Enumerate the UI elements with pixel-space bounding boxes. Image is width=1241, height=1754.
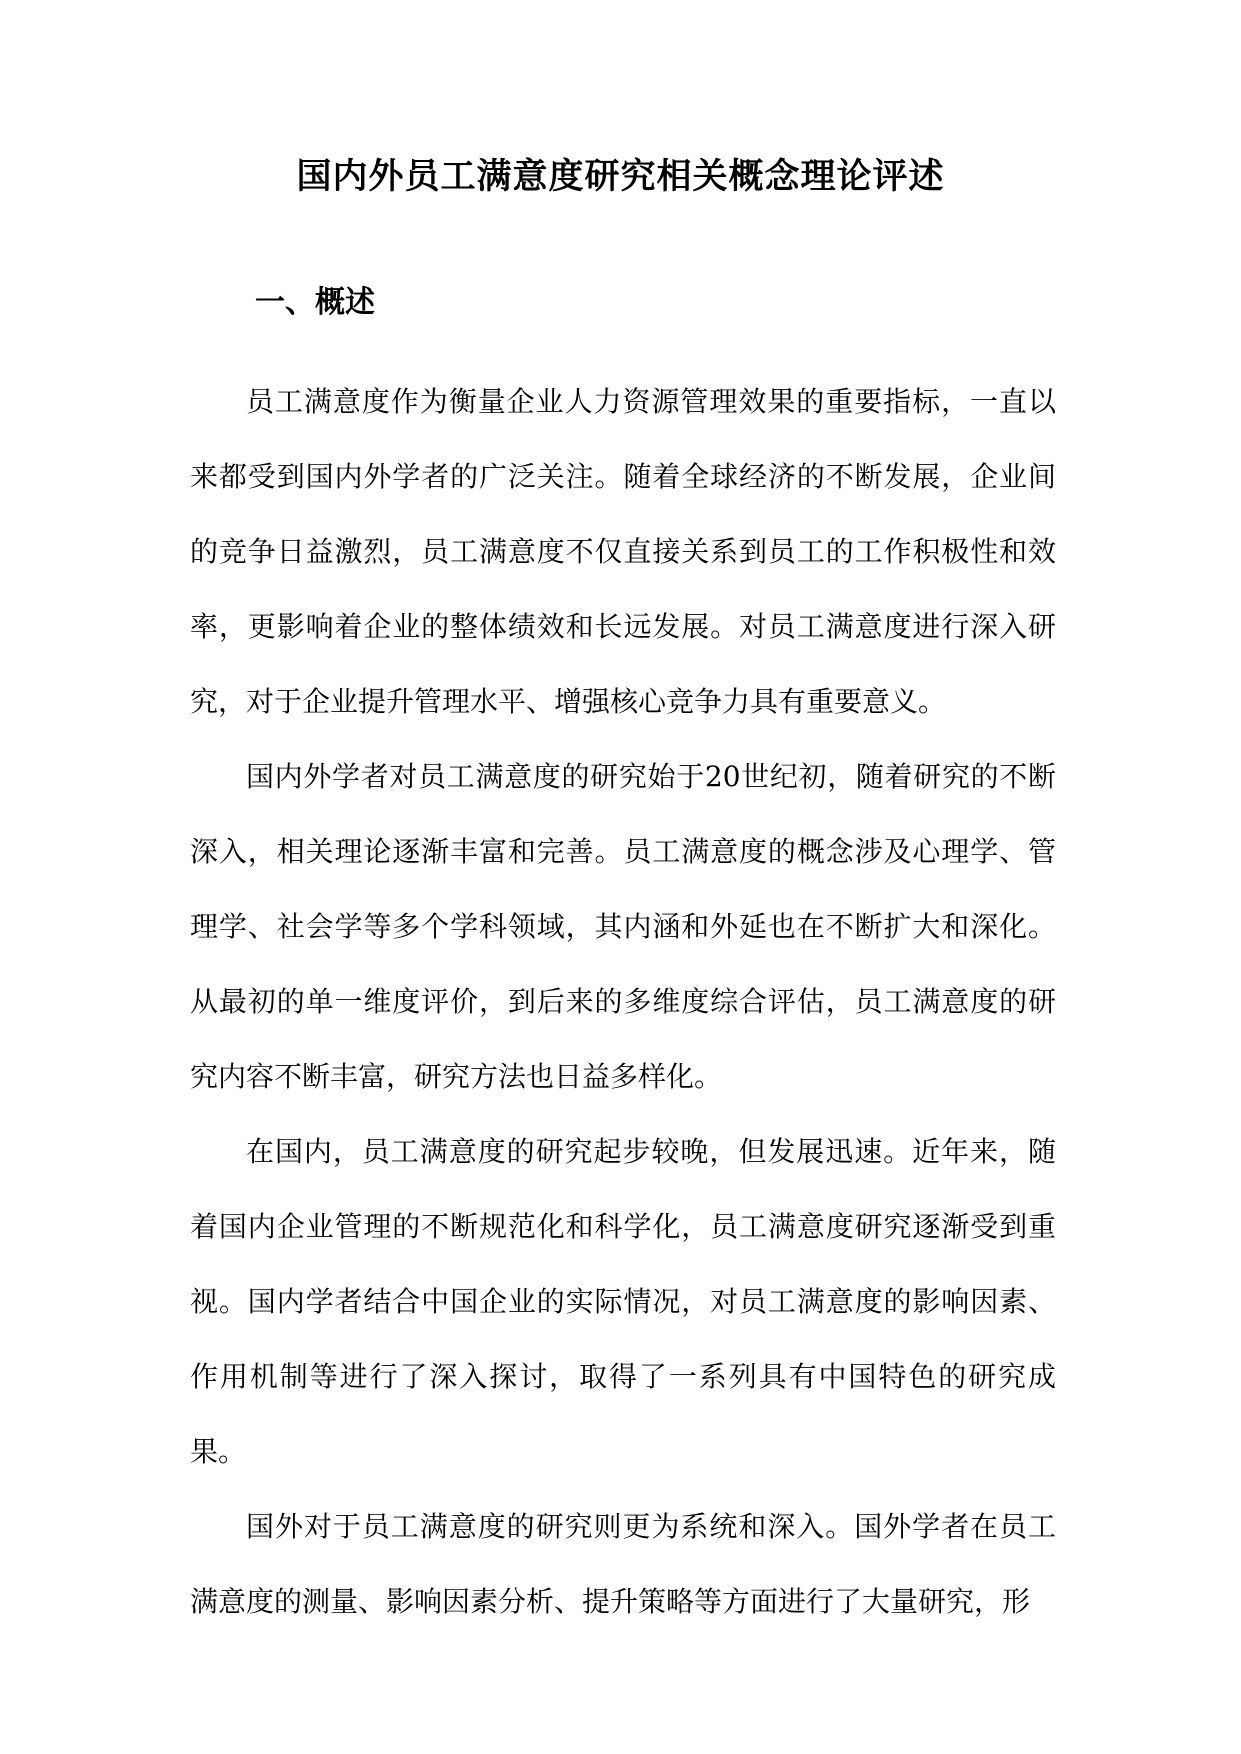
document-title: 国内外员工满意度研究相关概念理论评述 bbox=[296, 156, 945, 197]
document-body bbox=[190, 364, 1056, 1639]
paragraph-2: 国内外学者对员工满意度的研究始于20世纪初，随着研究的不断深入，相关理论逐渐丰富和完善。员工满意度的概念涉及心理学、管理学、社会学等多个学科领域，其内涵和外延也在不断扩大和深化。从最初的单一维度评价，到后来的多维度综合评估，员工满意度的研究内容不断丰富，研究方法也日益多样化。 bbox=[190, 760, 1056, 1093]
paragraph-4: 国外对于员工满意度的研究则更为系统和深入。国外学者在员工满意度的测量、影响因素分析、提升策略等方面进行了大量研究，形 bbox=[190, 1510, 1056, 1618]
paragraph-1: 员工满意度作为衡量企业人力资源管理效果的重要指标，一直以来都受到国内外学者的广泛关注。随着全球经济的不断发展，企业间的竞争日益激烈，员工满意度不仅直接关系到员工的工作积极性和效率，更影响着企业的整体绩效和长远发展。对员工满意度进行深入研究，对于企业提升管理水平、增强核心竞争力具有重要意义。 bbox=[190, 385, 1056, 718]
section-heading-overview: 一、概述 bbox=[255, 285, 375, 320]
paragraph-3: 在国内，员工满意度的研究起步较晚，但发展迅速。近年来，随着国内企业管理的不断规范化和科学化，员工满意度研究逐渐受到重视。国内学者结合中国企业的实际情况，对员工满意度的影响因素、作用机制等进行了深入探讨，取得了一系列具有中国特色的研究成果。 bbox=[190, 1135, 1056, 1468]
